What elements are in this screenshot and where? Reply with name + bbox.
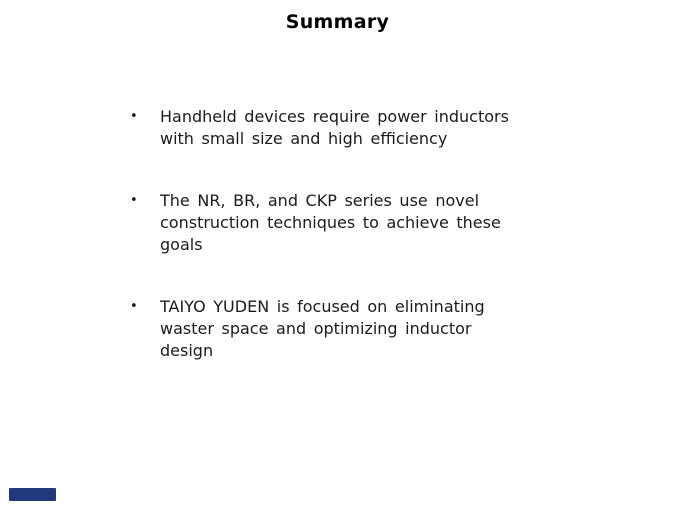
bullet-line: design [160, 341, 214, 360]
bullet-line: with small size and high efficiency [160, 129, 448, 148]
bullet-line: TAIYO YUDEN is focused on eliminating [160, 297, 485, 316]
bullet-list [130, 106, 550, 402]
bullet-line: waster space and optimizing inductor [160, 319, 472, 338]
bullet-line: construction techniques to achieve these [160, 213, 501, 232]
bullet-line: goals [160, 235, 203, 254]
logo-mark [9, 488, 56, 501]
bullet-line: Handheld devices require power inductors [160, 107, 509, 126]
bullet-line: The NR, BR, and CKP series use novel [160, 191, 480, 210]
slide-title: Summary [285, 11, 390, 33]
bullet-icon: • [130, 109, 138, 124]
bullet-icon: • [130, 193, 138, 208]
bullet-text [160, 190, 501, 256]
bullet-text [160, 106, 509, 150]
bullet-item [130, 106, 550, 150]
bullet-item [130, 190, 550, 256]
bullet-text [160, 296, 485, 362]
bullet-item [130, 296, 550, 362]
bullet-icon: • [130, 299, 138, 314]
